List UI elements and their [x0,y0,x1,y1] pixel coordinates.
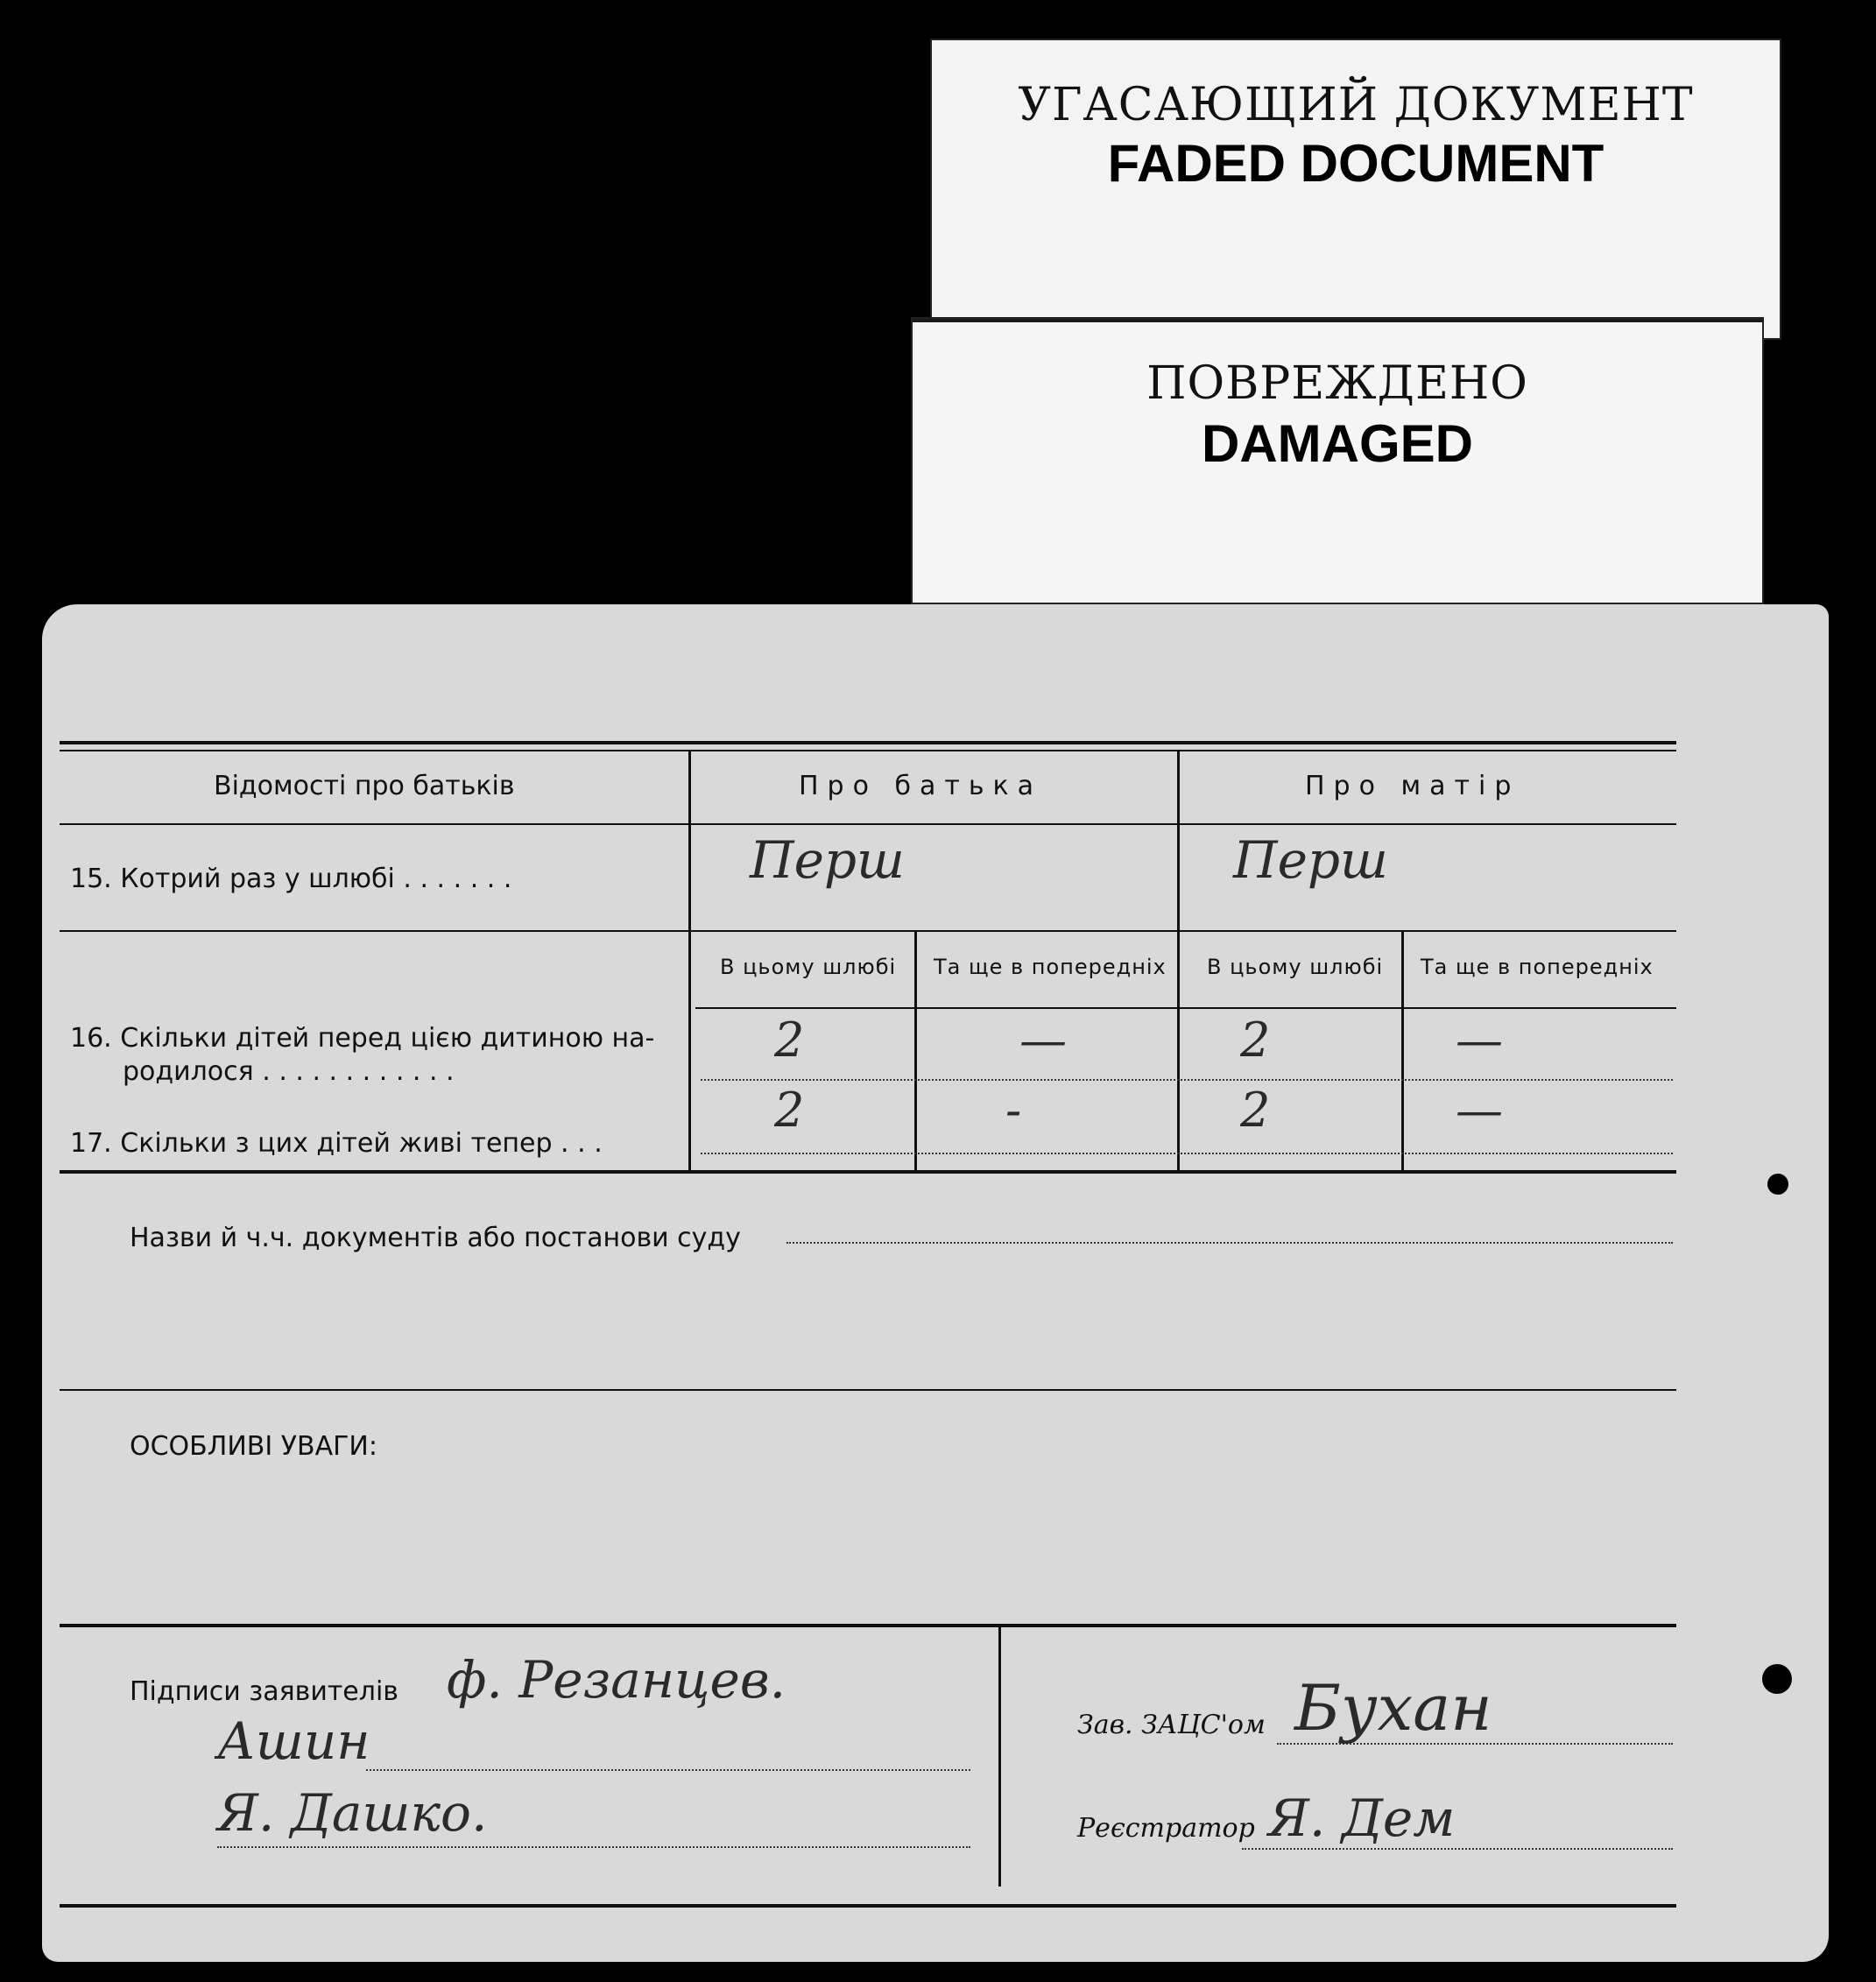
subheader-father-current: В цьому шлюбі [720,955,897,979]
row17-mother-current: 2 [1240,1083,1271,1138]
punch-hole-2 [1767,1174,1788,1195]
row16-father-current: 2 [774,1012,805,1068]
column-divider-1 [688,750,691,1170]
documents-bottom-rule [60,1389,1676,1391]
subheader-father-previous: Та ще в попередніх [934,955,1167,979]
table-bottom-rule [60,1170,1676,1174]
row15-father-value: Перш [750,830,905,890]
header-mother: Про матір [1305,771,1520,801]
registrar-dotted-rule [1242,1848,1673,1850]
row17-label: 17. Скільки з цих дітей живі тепер . . . [70,1128,603,1159]
row16-label-line1: 16. Скільки дітей перед цією дитиною на- [70,1023,655,1054]
form-bottom-rule [60,1904,1676,1908]
father-subdivider [914,930,917,1170]
damaged-document-card [913,319,1762,603]
row15-bottom-rule [60,930,1676,932]
mother-subdivider [1401,930,1404,1170]
row15-mother-value: Перш [1233,830,1388,890]
applicant-dotted-rule-2 [217,1846,970,1848]
applicant-signature-2: Ашин [217,1711,370,1771]
faded-document-card [932,40,1780,338]
head-label: Зав. ЗАЦС'ом [1077,1710,1266,1740]
row17-father-current: 2 [774,1083,805,1138]
row16-mother-current: 2 [1240,1012,1271,1068]
column-divider-2 [1177,750,1180,1170]
notes-label: ОСОБЛИВІ УВАГИ: [130,1431,377,1462]
header-father: Про батька [799,771,1043,801]
row17-dotted-rule [701,1153,1673,1154]
subheader-bottom-rule [695,1007,1676,1009]
documents-dotted-rule [786,1242,1673,1244]
signature-divider [998,1624,1001,1887]
head-dotted-rule [1277,1743,1673,1745]
row15-label: 15. Котрий раз у шлюбі . . . . . . . [70,864,512,894]
table-top-rule-inner [60,750,1676,751]
table-top-rule [60,741,1676,744]
faded-label-en: FADED DOCUMENT [1107,134,1604,193]
head-signature: Бухан [1294,1671,1492,1745]
row16-mother-previous: — [1456,1012,1503,1068]
applicants-label: Підписи заявителів [130,1676,398,1707]
row17-mother-previous: — [1456,1083,1503,1138]
registrar-label: Реєстратор [1077,1813,1255,1844]
row16-dotted-rule [701,1079,1673,1081]
damaged-label-en: DAMAGED [1202,414,1473,473]
damaged-label-ru: ПОВРЕЖДЕНО [1146,357,1528,410]
row17-father-previous: - [1005,1083,1022,1138]
documents-label: Назви й ч.ч. документів або постанови суду [130,1223,741,1253]
header-parents-info: Відомості про батьків [214,771,515,801]
form-sheet [42,604,1829,1962]
faded-label-ru: УГАСАЮЩИЙ ДОКУМЕНТ [1018,79,1694,131]
notes-bottom-rule [60,1624,1676,1627]
applicant-signature-3: Я. Дашко. [217,1783,488,1843]
row16-father-previous: — [1019,1012,1067,1068]
row16-label-line2: родилося . . . . . . . . . . . . [123,1056,455,1087]
subheader-mother-previous: Та ще в попередніх [1421,955,1654,979]
registrar-signature: Я. Дем [1268,1788,1456,1848]
applicant-signature-1: ф. Резанцев. [447,1650,786,1710]
subheader-mother-current: В цьому шлюбі [1207,955,1384,979]
applicant-dotted-rule-1 [366,1769,970,1771]
punch-hole-1 [1762,1664,1792,1694]
header-bottom-rule [60,823,1676,825]
